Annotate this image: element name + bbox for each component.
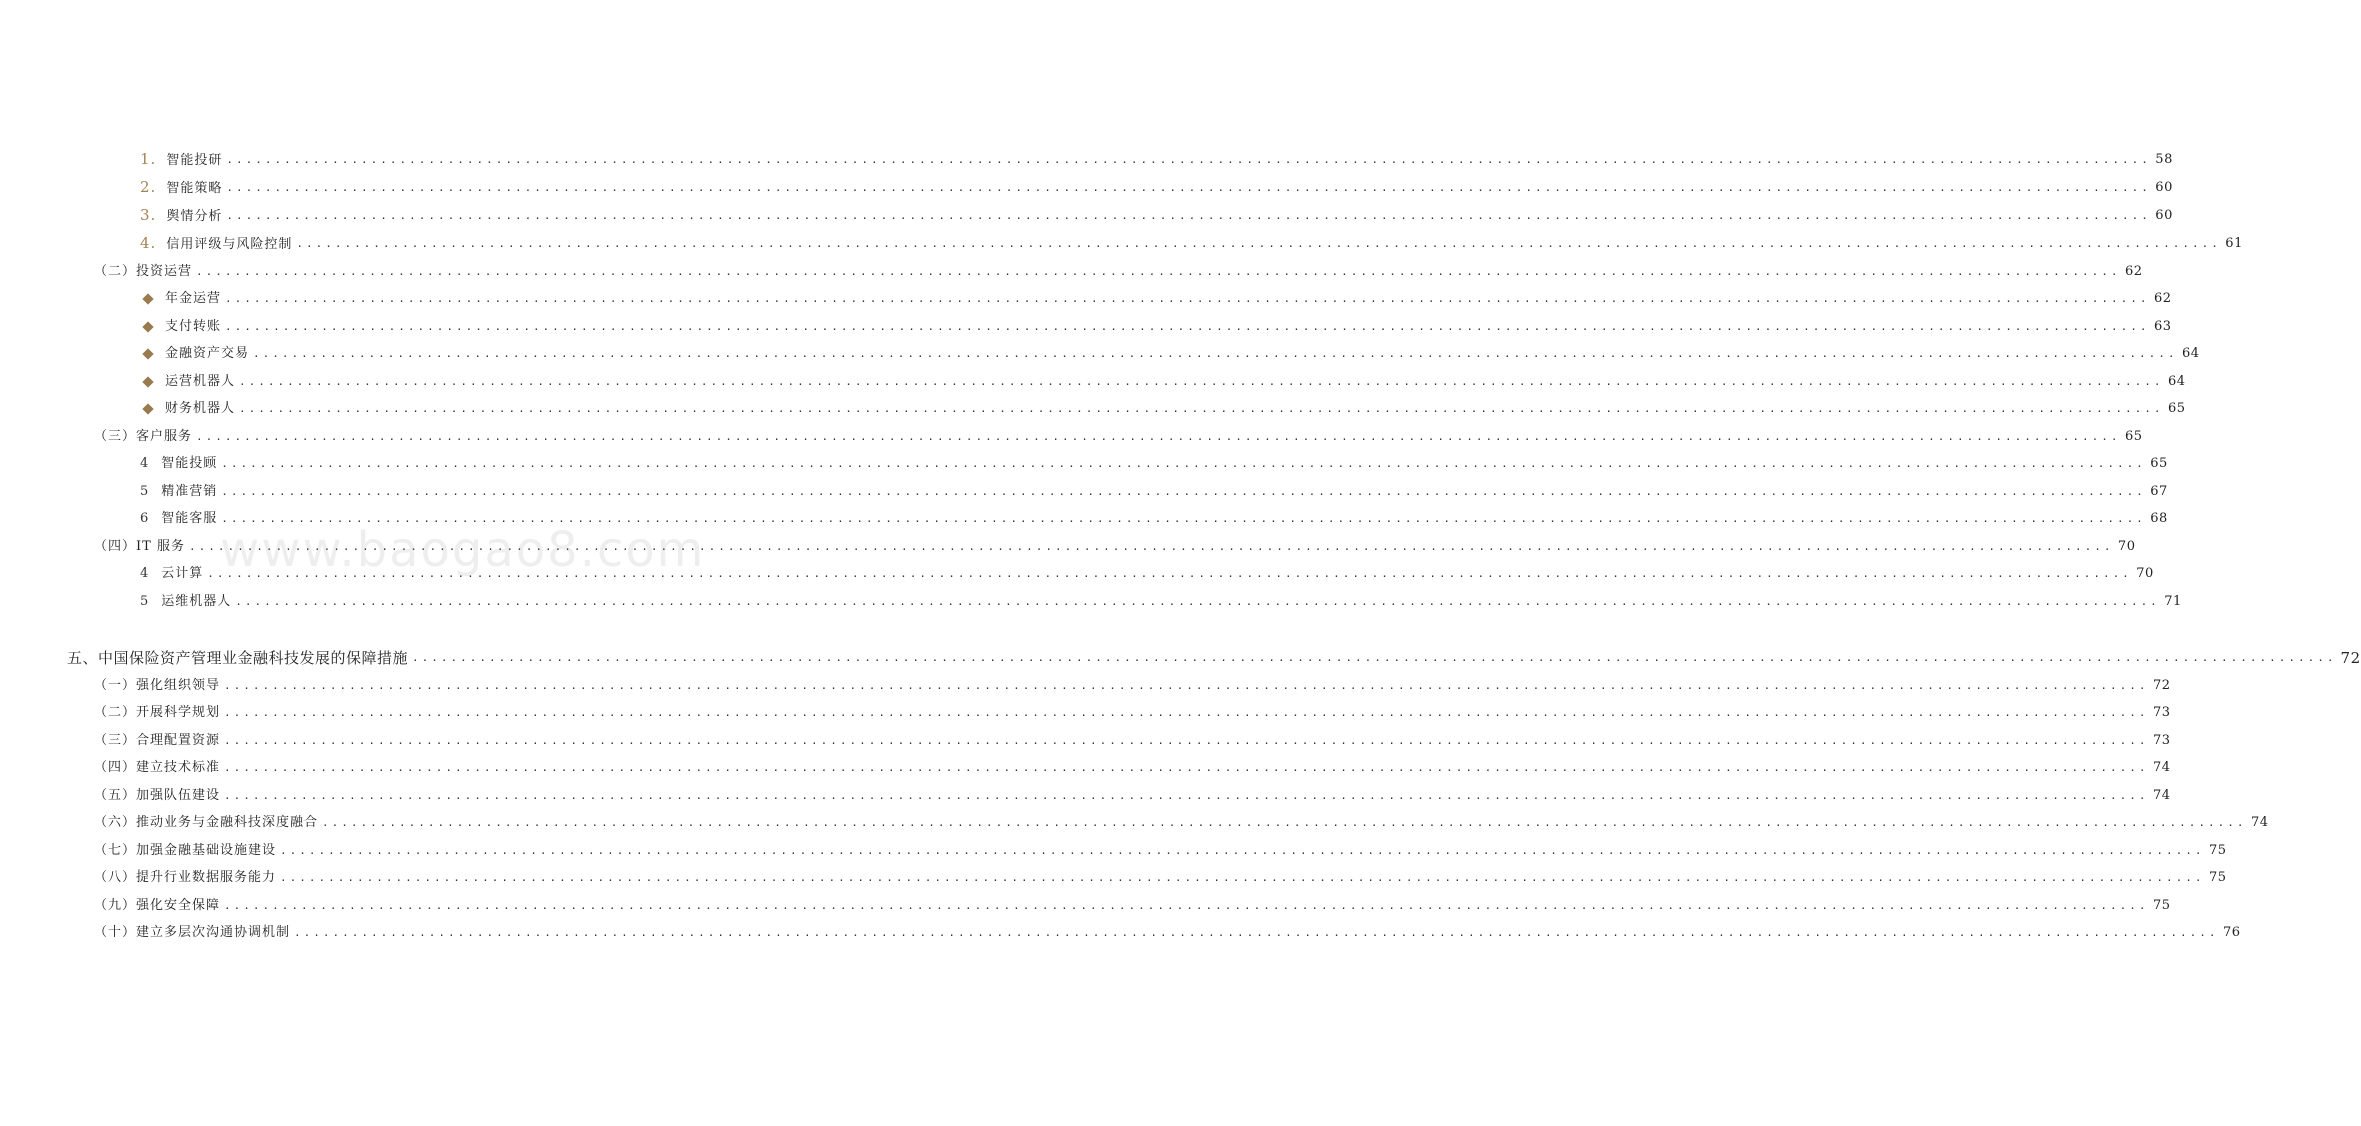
toc-entry-lead: [140, 564, 203, 584]
toc-page-number: 64: [2181, 346, 2200, 361]
toc-entry-title: 舆情分析: [166, 209, 223, 224]
list-number: 4: [140, 456, 150, 471]
toc-entry-lead: [140, 372, 235, 392]
toc-entry-lead: [94, 868, 276, 888]
toc-page-number: 75: [2208, 870, 2227, 885]
toc-entry-lead: [140, 317, 221, 337]
toc-entry-title: （五）加强队伍建设: [94, 788, 221, 803]
toc-entry-title: 财务机器人: [165, 401, 236, 416]
toc-entry[interactable]: [140, 206, 2173, 226]
toc-page-number: 60: [2155, 208, 2173, 223]
toc-entry[interactable]: [140, 592, 2182, 612]
toc-entry[interactable]: [140, 372, 2186, 392]
toc-entry-title: （四）IT 服务: [94, 539, 185, 554]
dot-leader: ........................................................................................................................................................................................................: [253, 347, 2178, 360]
toc-entry-title: （二）开展科学规划: [94, 705, 221, 720]
toc-page-number: 62: [2124, 264, 2143, 279]
toc-entry-lead: [94, 841, 276, 861]
dot-leader: ........................................................................................................................................................................................................: [280, 844, 2205, 857]
toc-entry-lead: [67, 648, 408, 668]
toc-entry[interactable]: [140, 454, 2168, 474]
toc-entry-lead: [94, 703, 220, 723]
toc-entry-lead: [94, 427, 192, 447]
toc-entry[interactable]: [140, 317, 2172, 337]
toc-entry-lead: [140, 233, 292, 255]
toc-entry-title: （六）推动业务与金融科技深度融合: [94, 815, 319, 830]
dot-leader: ........................................................................................................................................................................................................: [226, 181, 2151, 194]
toc-entry-title: 信用评级与风险控制: [166, 237, 293, 252]
toc-entry-lead: [94, 786, 220, 806]
list-number: 3.: [140, 206, 157, 224]
dot-leader: ........................................................................................................................................................................................................: [224, 706, 2149, 719]
toc-entry-lead: [94, 676, 220, 696]
toc-page-number: 75: [2152, 898, 2171, 913]
dot-leader: ........................................................................................................................................................................................................: [239, 375, 2164, 388]
toc-entry-lead: [94, 813, 318, 833]
toc-entry[interactable]: [94, 786, 2171, 806]
toc-entry-lead: [94, 262, 192, 282]
diamond-bullet-icon: [142, 376, 153, 387]
toc-entry[interactable]: [94, 703, 2171, 723]
dot-leader: ........................................................................................................................................................................................................: [294, 926, 2219, 939]
toc-chapter-entry[interactable]: [67, 648, 2361, 668]
list-number: 4.: [140, 234, 157, 252]
toc-entry-lead: [140, 344, 249, 364]
toc-entry[interactable]: [94, 676, 2171, 696]
dot-leader: ........................................................................................................................................................................................................: [226, 209, 2151, 222]
toc-entry[interactable]: [94, 758, 2171, 778]
toc-page-number: 74: [2250, 815, 2269, 830]
list-number: 5: [140, 594, 150, 609]
toc-entry-lead: [94, 896, 220, 916]
toc-entry[interactable]: [140, 399, 2186, 419]
toc-entry[interactable]: [94, 896, 2171, 916]
toc-page-number: 70: [2136, 566, 2154, 581]
toc-entry-title: 智能投顾: [161, 456, 218, 471]
toc-entry[interactable]: [140, 234, 2243, 254]
toc-entry-lead: [94, 537, 185, 557]
toc-page-number: 73: [2152, 733, 2171, 748]
dot-leader: ........................................................................................................................................................................................................: [225, 292, 2150, 305]
toc-page-number: 60: [2155, 180, 2173, 195]
toc-page-number: 71: [2164, 594, 2182, 609]
toc-entry-title: （七）加强金融基础设施建设: [94, 843, 277, 858]
toc-page-number: 72: [2340, 649, 2361, 667]
toc-entry[interactable]: [94, 813, 2269, 833]
toc-entry-lead: [140, 177, 222, 199]
toc-entry[interactable]: [140, 289, 2172, 309]
dot-leader: ........................................................................................................................................................................................................: [224, 679, 2149, 692]
toc-entry[interactable]: [94, 923, 2241, 943]
toc-entry[interactable]: [140, 509, 2168, 529]
toc-entry-title: 云计算: [161, 566, 204, 581]
dot-leader: ........................................................................................................................................................................................................: [296, 237, 2221, 250]
list-number: 2.: [140, 178, 157, 196]
diamond-bullet-icon: [142, 403, 153, 414]
toc-entry-lead: [94, 758, 220, 778]
toc-entry-lead: [140, 399, 235, 419]
dot-leader: ........................................................................................................................................................................................................: [322, 816, 2247, 829]
toc-entry-title: 金融资产交易: [165, 346, 250, 361]
toc-entry[interactable]: [94, 427, 2143, 447]
toc-entry-lead: [140, 509, 217, 529]
diamond-bullet-icon: [142, 293, 153, 304]
diamond-bullet-icon: [142, 348, 153, 359]
toc-entry-title: 年金运营: [165, 291, 222, 306]
toc-entry-title: 精准营销: [161, 484, 218, 499]
toc-entry-title: （九）强化安全保障: [94, 898, 221, 913]
toc-page-number: 74: [2152, 788, 2171, 803]
dot-leader: ........................................................................................................................................................................................................: [221, 485, 2146, 498]
list-number: 1.: [140, 150, 157, 168]
toc-page-number: 70: [2117, 539, 2136, 554]
list-number: 6: [140, 511, 150, 526]
dot-leader: ........................................................................................................................................................................................................: [225, 320, 2150, 333]
toc-entry-title: 智能客服: [161, 511, 218, 526]
dot-leader: ........................................................................................................................................................................................................: [280, 871, 2205, 884]
dot-leader: ........................................................................................................................................................................................................: [412, 651, 2337, 664]
toc-entry[interactable]: [140, 344, 2200, 364]
dot-leader: ........................................................................................................................................................................................................: [196, 265, 2121, 278]
toc-entry-lead: [140, 205, 222, 227]
toc-page-number: 68: [2150, 511, 2168, 526]
toc-entry-title: （一）强化组织领导: [94, 678, 221, 693]
toc-entry-title: （三）合理配置资源: [94, 733, 221, 748]
dot-leader: ........................................................................................................................................................................................................: [188, 540, 2114, 553]
toc-entry-title: （三）客户服务: [94, 429, 193, 444]
dot-leader: ........................................................................................................................................................................................................: [226, 153, 2151, 166]
dot-leader: ........................................................................................................................................................................................................: [224, 789, 2149, 802]
toc-entry[interactable]: [140, 564, 2154, 584]
toc-page-number: 63: [2153, 319, 2172, 334]
toc-entry-lead: [140, 289, 221, 309]
toc-entry-title: （十）建立多层次沟通协调机制: [94, 925, 291, 940]
list-number: 4: [140, 566, 150, 581]
dot-leader: ........................................................................................................................................................................................................: [221, 512, 2146, 525]
toc-entry-title: 智能策略: [166, 181, 223, 196]
toc-entry-title: 运营机器人: [165, 374, 236, 389]
list-number: 5: [140, 484, 150, 499]
toc-entry[interactable]: [140, 150, 2173, 170]
toc-entry-title: （四）建立技术标准: [94, 760, 221, 775]
toc-page-number: 75: [2208, 843, 2227, 858]
toc-page-number: 73: [2152, 705, 2171, 720]
toc-entry[interactable]: [140, 482, 2168, 502]
dot-leader: ........................................................................................................................................................................................................: [239, 402, 2164, 415]
toc-entry-lead: [140, 149, 222, 171]
toc-entry-lead: [94, 731, 220, 751]
dot-leader: ........................................................................................................................................................................................................: [196, 430, 2121, 443]
toc-page-number: 72: [2152, 678, 2171, 693]
toc-entry[interactable]: [94, 731, 2171, 751]
toc-page-number: 65: [2167, 401, 2186, 416]
toc-entry[interactable]: [94, 868, 2227, 888]
toc-page-number: 62: [2153, 291, 2172, 306]
toc-entry-title: （二）投资运营: [94, 264, 193, 279]
toc-page-number: 65: [2124, 429, 2143, 444]
toc-entry-lead: [140, 454, 217, 474]
toc-entry-lead: [94, 923, 290, 943]
watermark: www.baogao8.com: [220, 522, 706, 578]
toc-page-number: 58: [2155, 152, 2173, 167]
toc-entry-title: 五、中国保险资产管理业金融科技发展的保障措施: [67, 649, 409, 667]
dot-leader: ........................................................................................................................................................................................................: [224, 761, 2149, 774]
dot-leader: ........................................................................................................................................................................................................: [221, 457, 2146, 470]
dot-leader: ........................................................................................................................................................................................................: [235, 595, 2160, 608]
diamond-bullet-icon: [142, 321, 153, 332]
toc-entry-title: 支付转账: [165, 319, 222, 334]
toc-page-number: 61: [2225, 236, 2243, 251]
toc-page-number: 65: [2150, 456, 2168, 471]
toc-entry[interactable]: [94, 262, 2143, 282]
toc-page-number: 67: [2150, 484, 2168, 499]
toc-entry-lead: [140, 482, 217, 502]
toc-entry-title: 智能投研: [166, 153, 223, 168]
toc-entry-title: 运维机器人: [161, 594, 232, 609]
toc-entry[interactable]: [94, 537, 2136, 557]
toc-entry-lead: [140, 592, 231, 612]
dot-leader: ........................................................................................................................................................................................................: [224, 734, 2149, 747]
toc-page-number: 64: [2167, 374, 2186, 389]
toc-entry-title: （八）提升行业数据服务能力: [94, 870, 277, 885]
dot-leader: ........................................................................................................................................................................................................: [224, 899, 2149, 912]
toc-page-number: 76: [2222, 925, 2241, 940]
toc-page-number: 74: [2152, 760, 2171, 775]
toc-entry[interactable]: [140, 178, 2173, 198]
toc-entry[interactable]: [94, 841, 2227, 861]
dot-leader: ........................................................................................................................................................................................................: [207, 567, 2132, 580]
